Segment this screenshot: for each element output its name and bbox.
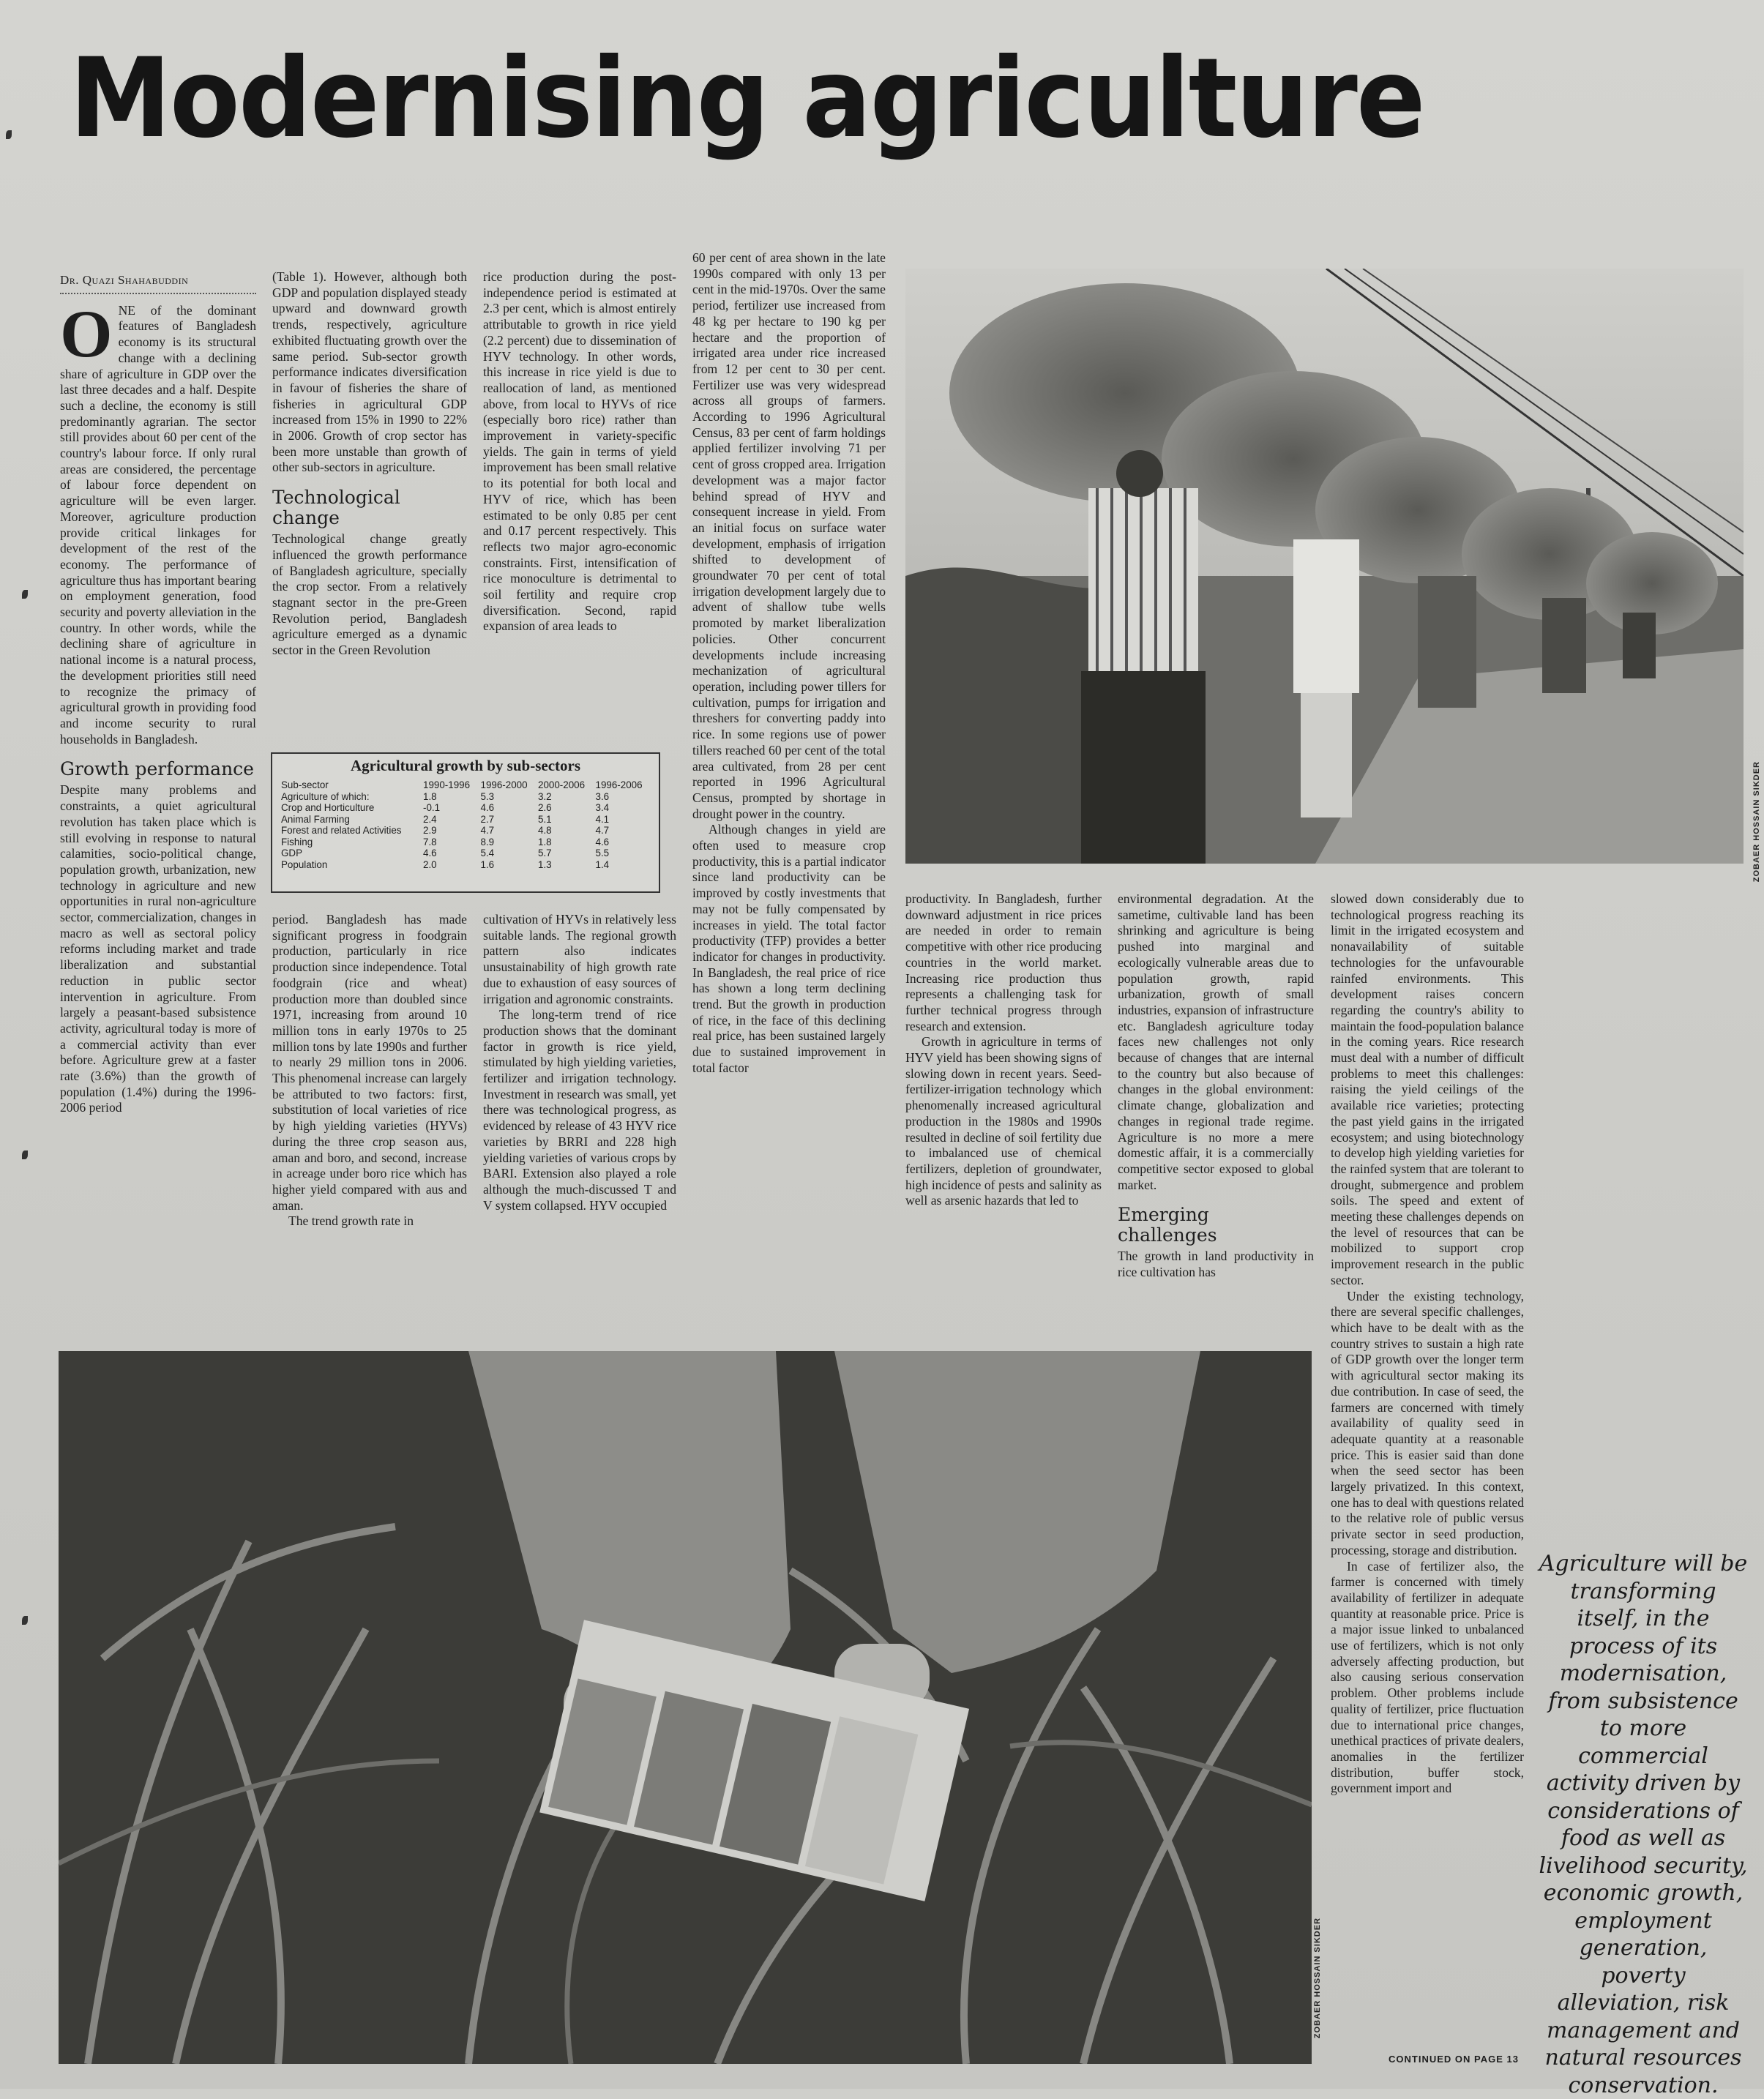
article-column-3-bottom <box>483 912 676 1213</box>
leaf-color-chart-photo <box>59 1351 1312 2064</box>
table-cell: 2.0 <box>423 858 437 870</box>
table-header-cell: Sub-sector <box>281 779 329 790</box>
table-row <box>280 802 651 814</box>
headline: Modernising agriculture <box>70 35 1424 162</box>
margin-mark-icon <box>22 1616 28 1625</box>
paragraph: Although changes in yield are often used to measure crop productivity, this is a partial indicator since land productivity can be improved by costly investments that may not be fully compensated by increases in yield. The total factor productivity (TFP) provides a better indicator for changes in productivity. In Bangladesh, the real price of rice has shown a long term declining trend. But the growth in production of rice, in the face of this declining real price, has been sustained largely due to sustained improvement in total factor <box>692 822 886 1075</box>
table-cell: 1.3 <box>538 858 552 870</box>
photo-credit: ZOBAER HOSSAIN SIKDER <box>1752 761 1761 883</box>
article-column-2-bottom <box>272 912 467 1230</box>
paragraph: Despite many problems and constraints, a quiet agricultural revolution has taken place which is still evolving in response to natural calamities, socio-political change, population growth, urbanization, new technology in agriculture and new opportunities in rural non-agriculture sector, commercialization, changes in macro as well as sectoral policy reforms including market and trade liberalization and substantial reduction in public sector intervention in agriculture. From largely a peasant-based subsistence activity, agricultural today is more of a commercial activity than ever before. Agriculture grew at a faster rate (3.6%) than the growth of population (1.4%) during the 1996-2006 period <box>60 782 256 1115</box>
table-cell: 7.8 <box>423 836 437 848</box>
table-row <box>280 791 651 803</box>
table-cell: 4.6 <box>480 802 495 813</box>
dropcap: O <box>60 296 113 371</box>
paragraph: Growth in agriculture in terms of HYV yield has been showing signs of slowing down in recent years. Seed-fertilizer-irrigation technology which phenomenally increased agricultural production in the 1980s and 1990s resulted in decline of soil fertility due to imbalanced use of chemical fertilizers, depletion of groundwater, high incidence of pests and salinity as well as arsenic hazards that led to <box>905 1034 1102 1208</box>
subhead-emerging-challenges: Emerging challenges <box>1118 1204 1217 1246</box>
table-cell: Animal Farming <box>281 813 350 825</box>
paragraph: In case of fertilizer also, the farmer is concerned with timely availability of fertilizer in adequate quantity at reasonable price. Price is a major issue linked to unbalanced use of fertilizers, which is not only adversely affecting production, but also causing serious conservation problem. Other problems include quality of fertilizer, price fluctuation due to international price changes, unethical practices of private dealers, anomalies in the fertilizer distribution, buffer stock, government import and <box>1331 1558 1524 1796</box>
table-header-row <box>280 779 651 791</box>
lead-paragraph: ONE of the dominant features of Bangladesh economy is its structural change with a declining share of agriculture in GDP over the last three decades and a half. Despite such a decline, the economy is still predominantly agrarian. The sector still provides about 60 per cent of the country's labour force. If only rural areas are considered, the percentage of labour force dependent on agriculture will be even larger. Moreover, agriculture production provide critical linkages for development of the rest of the economy. The performance of agriculture thus has important bearing on employment generation, food security and poverty alleviation in the country. In other words, while the declining share of agriculture in national income is a natural process, the development priorities still need to recognize the primacy of agricultural growth in providing food and income security to rural households in Bangladesh. <box>60 296 256 747</box>
table-row <box>280 825 651 837</box>
table-cell: 1.4 <box>595 858 610 870</box>
table-cell: Crop and Horticulture <box>281 802 375 813</box>
table-cell: Fishing <box>281 836 313 848</box>
table-cell: 3.2 <box>538 790 552 802</box>
table-row <box>280 814 651 826</box>
table-header-cell: 1990-1996 <box>423 779 471 790</box>
table-row <box>280 848 651 859</box>
table-cell: 5.4 <box>480 848 495 858</box>
paragraph: Under the existing technology, there are several specific challenges, which have to be dealt with as the country strives to sustain a high rate of GDP growth over the longer term with agricultural sector making its due contribution. In case of seed, the farmers are concerned with timely availability of quality seed in adequate quantity at a reasonable price. This is easier said than done when the seed sector has been largely privatized. In this context, one has to deal with questions related to the relative role of public versus private sector in seed production, processing, storage and distribution. <box>1331 1288 1524 1557</box>
paragraph: cultivation of HYVs in relatively less suitable lands. The regional growth pattern also indicates unsustainability of high growth rate due to exhaustion of easy sources of irrigation and agronomic constraints. <box>483 912 676 1006</box>
table-cell: Population <box>281 858 328 870</box>
table-cell: 3.6 <box>595 790 610 802</box>
table-cell: 1.8 <box>538 836 552 848</box>
table-cell: 5.3 <box>480 790 495 802</box>
article-column-3-top <box>483 269 676 635</box>
margin-mark-icon <box>22 1150 28 1159</box>
table-cell: 2.7 <box>480 813 495 825</box>
table-cell: 3.4 <box>595 802 610 813</box>
subhead-growth-performance: Growth performance <box>60 758 254 780</box>
paragraph: rice production during the post-independence period is estimated at 2.3 per cent, which is almost entirely attributable to growth in rice yield (2.2 percent) due to dissemination of HYV technology. In other words, this increase in rice yield is due to reallocation of land, as mentioned above, from local to HYVs of rice (especially boro rice) rather than improvement in variety-specific yields. The gain in terms of yield improvement has been small relative to its potential for both local and HYV of rice, which has been estimated to be only 0.85 per cent and 0.17 percent respectively. This reflects two major agro-economic constraints. First, intensification of rice monoculture is detrimental to soil fertility and require crop diversification. Second, rapid expansion of area leads to <box>483 269 676 634</box>
table-cell: 4.6 <box>423 848 437 858</box>
table-header-cell: 1996-2006 <box>595 779 643 790</box>
table-row <box>280 837 651 848</box>
margin-mark-icon <box>22 590 28 599</box>
growth-table-grid <box>280 779 651 870</box>
article-column-4 <box>692 250 886 1077</box>
table-cell: 1.6 <box>480 858 495 870</box>
paragraph: The growth in land productivity in rice cultivation has <box>1118 1249 1314 1280</box>
table-cell: Agriculture of which: <box>281 790 370 802</box>
table-cell: -0.1 <box>423 802 441 813</box>
article-column-7 <box>1331 891 1524 1797</box>
article-column-5 <box>905 891 1102 1209</box>
table-title: Agricultural growth by sub-sectors <box>350 757 580 774</box>
photo-credit: ZOBAER HOSSAIN SIKDER <box>1313 1917 1322 2039</box>
paragraph: Technological change greatly influenced the growth performance of Bangladesh agriculture, specially the crop sector. From a relatively stagnant sector in the pre-Green Revolution period, Bangladesh agriculture emerged as a dynamic sector in the Green Revolution <box>272 531 467 658</box>
margin-mark-icon <box>6 130 12 139</box>
paragraph: 60 per cent of area shown in the late 1990s compared with only 13 per cent in the mid-1970s. Over the same period, fertilizer use increased from 48 kg per hectare to 190 kg per hectare and the proportion of irrigated area under rice increased from 12 per cent to 30 per cent. Fertilizer use was very widespread across all groups of farmers. According to 1996 Agricultural Census, 83 per cent of farm holdings applied fertilizer involving 71 per cent of gross cropped area. Irrigation development was a major factor behind spread of HYV and consequent increase in yield. From an initial focus on surface water development, emphasis of irrigation shifted to development of groundwater 70 per cent of total irrigation development largely due to advent of shallow tube wells promoted by market liberalization policies. Other concurrent developments include increasing mechanization of agricultural operation, including power tillers for cultivation, pumps for irrigation and threshers for converting paddy into rice. In some regions use of power tillers reached 60 per cent of the total area cultivated, from 28 per cent reported in 1996 Agricultural Census, prompted by shortage in drought power in the country. <box>692 250 886 821</box>
table-cell: 4.8 <box>538 825 552 836</box>
table-row <box>280 859 651 871</box>
table-cell: 2.9 <box>423 825 437 836</box>
paragraph: slowed down considerably due to technological progress reaching its limit in the irrigated ecosystem and nonavailability of suitable technologies for the unfavourable rainfed environments. This development raises concern regarding the country's ability to maintain the food-population balance in the coming years. Rice research must deal with a number of difficult problems to meet this challenges: raising the yield ceilings of the available rice varieties; protecting the past yield gains in the irrigated ecosystem; and using biotechnology to develop high yielding varieties for the rainfed system that are tolerant to drought, submergence and problem soils. The speed and extent of meeting these challenges depends on the level of resources that can be mobilized to support crop improvement research in the public sector. <box>1331 891 1524 1287</box>
table-cell: Forest and related Activities <box>281 825 402 836</box>
table-cell: 4.6 <box>595 836 610 848</box>
continued-note: CONTINUED ON PAGE 13 <box>1389 2054 1519 2065</box>
paragraph: (Table 1). However, although both GDP and population displayed steady upward and downward growth trends, respectively, agriculture exhibited fluctuating growth over the same period. Sub-sector growth performance indicates diversification in favour of fisheries the share of fisheries in agricultural GDP increased from 15% in 1990 to 22% in 2006. Growth of crop sector has been more unstable than growth of other sub-sectors in agriculture. <box>272 269 467 475</box>
table-cell: 8.9 <box>480 836 495 848</box>
growth-table <box>271 752 660 893</box>
table-header-cell: 2000-2006 <box>538 779 586 790</box>
farmers-photo-image <box>905 269 1744 864</box>
article-column-1 <box>60 272 256 1116</box>
paragraph: The trend growth rate in <box>288 1213 414 1229</box>
table-cell: 5.1 <box>538 813 552 825</box>
paragraph: productivity. In Bangladesh, further downward adjustment in rice prices are needed in order to remain competitive with other rice producing countries in the world market. Increasing rice production thus represents a challenging task for further technical progress through research and extension. <box>905 891 1102 1033</box>
article-column-6 <box>1118 891 1314 1281</box>
paragraph: period. Bangladesh has made significant progress in foodgrain production, particularly in rice production since independence. Total foodgrain (rice and wheat) production more than doubled since 1971, increasing from around 10 million tons in early 1970s to 25 million tons by late 1990s and further to nearly 29 million tons in 2006. This phenomenal increase can largely be attributed to two factors: first, substitution of local varieties of rice by high yielding varieties (HYVs) during the three crop season aus, aman and boro, and second, increase in acreage under boro rice which has higher yield compared with aus and aman. <box>272 912 467 1213</box>
table-cell: 2.6 <box>538 802 552 813</box>
subhead-technological-change: Technological change <box>272 487 400 529</box>
table-cell: 2.4 <box>423 813 437 825</box>
farmers-carrying-paddy-photo <box>905 269 1744 864</box>
pull-quote: Agriculture will be transforming itself, in the process of its modernisation, from subsistence to more commercial activity driven by considerations of food as well as livelihood security, economic growth, employment generation, poverty alleviation, risk management and natural resources conservation. <box>1539 1551 1748 2098</box>
table-cell: 4.1 <box>595 813 610 825</box>
table-cell: 5.7 <box>538 848 552 858</box>
byline: Dr. Quazi Shahabuddin <box>60 272 256 294</box>
leaf-chart-photo-image <box>59 1351 1312 2064</box>
article-column-2-top <box>272 269 467 659</box>
table-cell: 1.8 <box>423 790 437 802</box>
paragraph: environmental degradation. At the sametime, cultivable land has been shrinking and agriculture is being pushed into marginal and ecologically vulnerable areas due to population growth, rapid urbanization, growth of small industries, expansion of infrastructure etc. Bangladesh agriculture today faces new challenges not only because of changes that are internal to the country but also because of changes in the global environment: climate change, globalization and changes in regional trade regime. Agriculture is no more a mere domestic affair, it is a commercially competitive sector exposed to global market. <box>1118 891 1314 1192</box>
table-cell: 4.7 <box>595 825 610 836</box>
table-header-cell: 1996-2000 <box>480 779 528 790</box>
table-cell: GDP <box>281 848 303 858</box>
paragraph: The long-term trend of rice production shows that the dominant factor in growth is rice yield, stimulated by high yielding varieties, fertilizer and irrigation technology. Investment in research was small, yet there was technological progress, as evidenced by release of 43 HYV rice varieties by BRRI and 228 high yielding varieties of various crops by BARI. Extension also played a role although the much-discussed T and V system collapsed. HYV occupied <box>483 1007 676 1213</box>
table-cell: 5.5 <box>595 848 610 858</box>
table-cell: 4.7 <box>480 825 495 836</box>
